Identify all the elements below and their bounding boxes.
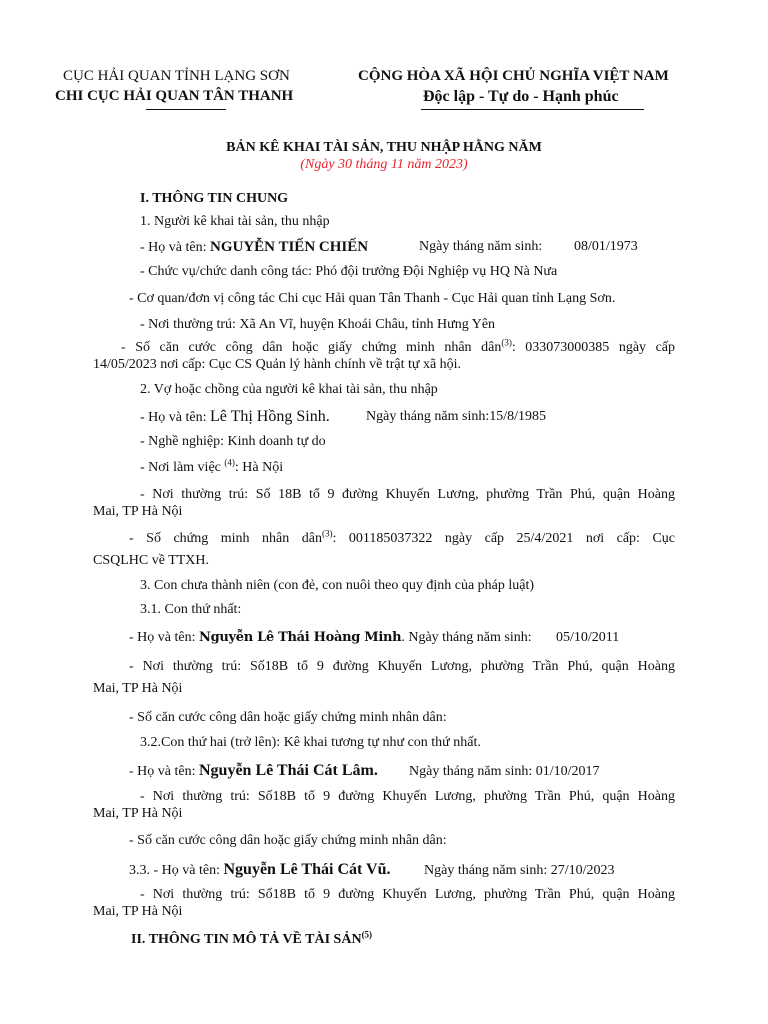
child1-heading: 3.1. Con thứ nhất: (140, 602, 242, 617)
child3-residence-line2: Mai, TP Hà Nội (93, 904, 183, 919)
spouse-residence-line1: - Nơi thường trú: Số 18B tổ 9 đường Khuyến Lương, phường Trần Phú, quận Hoàng (140, 487, 675, 502)
child1-residence-line2: Mai, TP Hà Nội (93, 681, 183, 696)
declarant-heading: 1. Người kê khai tài sản, thu nhập (140, 214, 330, 229)
child2-heading: 3.2.Con thứ hai (trở lên): Kê khai tương tự như con thứ nhất. (140, 735, 481, 750)
child2-dob: Ngày tháng năm sinh: 01/10/2017 (409, 764, 600, 779)
footnote-4: (4) (224, 457, 235, 468)
footnote-5: (5) (361, 929, 373, 940)
spouse-job: - Nghề nghiệp: Kinh doanh tự do (140, 434, 326, 449)
declarant-position: - Chức vụ/chức danh công tác: Phó đội trưởng Đội Nghiệp vụ HQ Nà Nưa (140, 264, 558, 279)
spouse-work-value: : Hà Nội (234, 460, 284, 475)
child2-residence-line1: - Nơi thường trú: Số18B tổ 9 đường Khuyến Lương, phường Trần Phú, quận Hoàng (140, 789, 675, 804)
child1-dob: 05/10/2011 (556, 630, 620, 645)
child2-id: - Số căn cước công dân hoặc giấy chứng minh nhân dân: (129, 833, 447, 848)
spouse-residence-line2: Mai, TP Hà Nội (93, 504, 183, 519)
spouse-name-row (140, 408, 330, 426)
id-number: : 033073000385 ngày cấp (511, 340, 676, 355)
child1-name-row (129, 630, 532, 646)
child2-name: Nguyễn Lê Thái Cát Lâm. (198, 762, 378, 779)
national-motto: Độc lập - Tự do - Hạnh phúc (423, 88, 619, 105)
child2-residence-line2: Mai, TP Hà Nội (93, 806, 183, 821)
child1-residence-line1: - Nơi thường trú: Số18B tổ 9 đường Khuyến Lương, phường Trần Phú, quận Hoàng (129, 659, 675, 674)
footnote-3: (3) (501, 337, 512, 348)
agency-name: CỤC HẢI QUAN TỈNH LẠNG SƠN (63, 68, 290, 84)
spouse-name: Lê Thị Hồng Sinh. (209, 408, 330, 425)
sub-agency-name: CHI CỤC HẢI QUAN TÂN THANH (55, 88, 294, 104)
child1-dob-label: . Ngày tháng năm sinh: (401, 630, 532, 645)
left-header-underline (146, 109, 226, 110)
declarant-dob-label: Ngày tháng năm sinh: (419, 239, 543, 254)
spouse-id-line1 (129, 528, 675, 547)
document-date: (Ngày 30 tháng 11 năm 2023) (300, 157, 468, 172)
child1-name: Nguyễn Lê Thái Hoàng Minh (198, 630, 402, 645)
section-2-heading-row (131, 929, 373, 948)
national-title: CỘNG HÒA XÃ HỘI CHỦ NGHĨA VIỆT NAM (358, 68, 669, 84)
child2-name-label: - Họ và tên: (129, 764, 199, 779)
spouse-workplace (140, 457, 284, 476)
child3-name: Nguyễn Lê Thái Cát Vũ. (223, 861, 391, 878)
child3-name-label: 3.3. - Họ và tên: (129, 863, 224, 878)
child2-name-row (129, 762, 378, 780)
child3-dob: Ngày tháng năm sinh: 27/10/2023 (424, 863, 615, 878)
id-text: - Số căn cước công dân hoặc giấy chứng minh nhân dân (121, 340, 502, 355)
child1-name-label: - Họ và tên: (129, 630, 199, 645)
declarant-name: NGUYỄN TIẾN CHIẾN (209, 239, 369, 255)
spouse-id-line2: CSQLHC về TTXH. (93, 553, 210, 568)
declarant-residence: - Nơi thường trú: Xã An Vĩ, huyện Khoái Châu, tỉnh Hưng Yên (140, 317, 496, 332)
child3-residence-line1: - Nơi thường trú: Số18B tổ 9 đường Khuyến Lương, phường Trần Phú, quận Hoàng (140, 887, 675, 902)
children-heading: 3. Con chưa thành niên (con đẻ, con nuôi theo quy định của pháp luật) (140, 578, 535, 593)
document-title: BẢN KÊ KHAI TÀI SẢN, THU NHẬP HẰNG NĂM (226, 140, 542, 155)
name-label: - Họ và tên: (140, 240, 210, 255)
spouse-work-label: - Nơi làm việc (140, 460, 225, 475)
footnote-3b: (3) (322, 528, 333, 539)
spouse-dob: Ngày tháng năm sinh:15/8/1985 (366, 409, 547, 424)
motto-underline (421, 109, 644, 110)
declarant-id-line2: 14/05/2023 nơi cấp: Cục CS Quản lý hành chính về trật tự xã hội. (93, 357, 462, 372)
child3-name-row (129, 861, 390, 879)
declarant-dob: 08/01/1973 (574, 239, 638, 254)
spouse-id-number: : 001185037322 ngày cấp 25/4/2021 nơi cấp: Cục (332, 531, 675, 546)
section-2-heading: II. THÔNG TIN MÔ TẢ VỀ TÀI SẢN (131, 932, 362, 947)
spouse-id-text: - Số chứng minh nhân dân (129, 531, 322, 546)
declarant-name-row (140, 239, 368, 256)
declarant-workplace: - Cơ quan/đơn vị công tác Chi cục Hải quan Tân Thanh - Cục Hải quan tỉnh Lạng Sơn. (129, 291, 616, 306)
section-1-heading: I. THÔNG TIN CHUNG (140, 191, 289, 206)
declarant-id-line1 (121, 337, 676, 356)
spouse-name-label: - Họ và tên: (140, 410, 210, 425)
child1-id: - Số căn cước công dân hoặc giấy chứng minh nhân dân: (129, 710, 447, 725)
spouse-heading: 2. Vợ hoặc chồng của người kê khai tài sản, thu nhập (140, 382, 438, 397)
